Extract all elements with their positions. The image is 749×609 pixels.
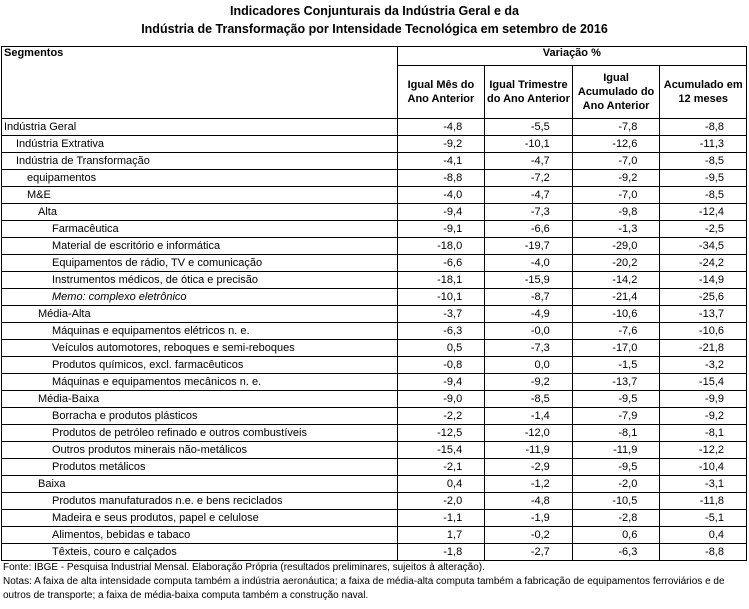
value-cell: -9,5: [572, 391, 660, 408]
value-cell: -4,0: [397, 187, 485, 204]
value-cell: -8,5: [660, 153, 747, 170]
value-cell: -12,5: [397, 425, 485, 442]
table-row: [2, 238, 747, 255]
value-cell: -2,7: [485, 544, 573, 561]
value-cell: -10,6: [660, 323, 747, 340]
value-cell: -13,7: [660, 306, 747, 323]
segment-label: Média-Alta: [2, 306, 398, 323]
table-row: [2, 442, 747, 459]
value-cell: -2,8: [572, 510, 660, 527]
table-row: [2, 527, 747, 544]
value-cell: -25,6: [660, 289, 747, 306]
value-cell: -4,7: [485, 153, 573, 170]
value-cell: -2,2: [397, 408, 485, 425]
value-cell: 0,0: [485, 357, 573, 374]
value-cell: -9,1: [397, 221, 485, 238]
value-cell: -17,0: [572, 340, 660, 357]
value-cell: -4,9: [485, 306, 573, 323]
segment-label: Indústria Geral: [2, 119, 398, 136]
table-row: [2, 408, 747, 425]
table-row: [2, 136, 747, 153]
value-cell: -6,6: [485, 221, 573, 238]
table-row: [2, 459, 747, 476]
segment-label: Alimentos, bebidas e tabaco: [2, 527, 398, 544]
segment-label: Instrumentos médicos, de ótica e precisão: [2, 272, 398, 289]
value-cell: -10,4: [660, 459, 747, 476]
header-row-1: [2, 47, 747, 66]
value-cell: -9,9: [660, 391, 747, 408]
value-cell: -0,8: [397, 357, 485, 374]
value-cell: -7,9: [572, 408, 660, 425]
value-cell: -8,8: [660, 544, 747, 561]
value-cell: -13,7: [572, 374, 660, 391]
value-cell: -3,1: [660, 476, 747, 493]
value-cell: -1,5: [572, 357, 660, 374]
value-cell: -6,6: [397, 255, 485, 272]
value-cell: -3,7: [397, 306, 485, 323]
value-cell: -12,0: [485, 425, 573, 442]
value-cell: -10,5: [572, 493, 660, 510]
value-cell: -4,8: [397, 119, 485, 136]
segment-label: Material de escritório e informática: [2, 238, 398, 255]
value-cell: -9,4: [397, 374, 485, 391]
value-cell: -0,2: [485, 527, 573, 544]
segment-label: Baixa: [2, 476, 398, 493]
value-cell: -0,0: [485, 323, 573, 340]
value-cell: -12,2: [660, 442, 747, 459]
value-cell: -9,5: [660, 170, 747, 187]
table-title-line-2: Indústria de Transformação por Intensidade Tecnológica em setembro de 2016: [141, 22, 608, 36]
segment-label: Outros produtos minerais não-metálicos: [2, 442, 398, 459]
value-cell: 1,7: [397, 527, 485, 544]
segment-label: Madeira e seus produtos, papel e celulose: [2, 510, 398, 527]
table-row: [2, 204, 747, 221]
value-cell: -11,9: [485, 442, 573, 459]
value-cell: 0,5: [397, 340, 485, 357]
table-row: [2, 476, 747, 493]
value-cell: -7,3: [485, 204, 573, 221]
value-cell: -6,3: [572, 544, 660, 561]
value-cell: -12,4: [660, 204, 747, 221]
value-cell: -5,5: [485, 119, 573, 136]
value-cell: -21,8: [660, 340, 747, 357]
value-cell: -9,2: [572, 170, 660, 187]
value-cell: -24,2: [660, 255, 747, 272]
value-cell: -1,2: [485, 476, 573, 493]
column-header-same-accumulated: Igual Acumulado do Ano Anterior: [572, 66, 660, 119]
table-row: [2, 357, 747, 374]
table-body: [2, 119, 747, 561]
value-cell: -2,9: [485, 459, 573, 476]
value-cell: -15,9: [485, 272, 573, 289]
table-notes: [3, 561, 743, 603]
table-row: [2, 374, 747, 391]
value-cell: -9,2: [397, 136, 485, 153]
segment-label: Produtos químicos, excl. farmacêuticos: [2, 357, 398, 374]
value-cell: -21,4: [572, 289, 660, 306]
value-cell: 0,6: [572, 527, 660, 544]
value-cell: -2,1: [397, 459, 485, 476]
segment-label: Farmacêutica: [2, 221, 398, 238]
value-cell: -6,3: [397, 323, 485, 340]
table-row: [2, 289, 747, 306]
table-row: [2, 153, 747, 170]
value-cell: -4,0: [485, 255, 573, 272]
value-cell: -14,9: [660, 272, 747, 289]
value-cell: -5,1: [660, 510, 747, 527]
segment-label: Média-Baixa: [2, 391, 398, 408]
value-cell: -2,0: [572, 476, 660, 493]
value-cell: -2,5: [660, 221, 747, 238]
value-cell: -29,0: [572, 238, 660, 255]
value-cell: -7,3: [485, 340, 573, 357]
table-row: [2, 323, 747, 340]
table-row: [2, 272, 747, 289]
value-cell: -12,6: [572, 136, 660, 153]
indicators-table: [1, 46, 747, 561]
table-row: [2, 170, 747, 187]
value-cell: -1,8: [397, 544, 485, 561]
segment-label: equipamentos: [2, 170, 398, 187]
segment-label: Memo: complexo eletrônico: [2, 289, 398, 306]
table-row: [2, 340, 747, 357]
value-cell: -9,2: [660, 408, 747, 425]
segment-label: Equipamentos de rádio, TV e comunicação: [2, 255, 398, 272]
value-cell: 0,4: [397, 476, 485, 493]
variation-header: Variação %: [397, 47, 746, 66]
value-cell: -7,6: [572, 323, 660, 340]
value-cell: -4,7: [485, 187, 573, 204]
segment-label: M&E: [2, 187, 398, 204]
segment-label: Têxteis, couro e calçados: [2, 544, 398, 561]
value-cell: -4,8: [485, 493, 573, 510]
value-cell: -7,0: [572, 187, 660, 204]
value-cell: -11,8: [660, 493, 747, 510]
segment-label: Indústria Extrativa: [2, 136, 398, 153]
value-cell: -8,8: [397, 170, 485, 187]
table-row: [2, 493, 747, 510]
value-cell: -9,0: [397, 391, 485, 408]
value-cell: -11,3: [660, 136, 747, 153]
value-cell: -19,7: [485, 238, 573, 255]
value-cell: -10,6: [572, 306, 660, 323]
value-cell: -7,2: [485, 170, 573, 187]
column-header-same-quarter: Igual Trimestre do Ano Anterior: [485, 66, 573, 119]
table-row: [2, 221, 747, 238]
table-row: [2, 425, 747, 442]
value-cell: -8,1: [572, 425, 660, 442]
value-cell: -8,5: [485, 391, 573, 408]
table-row: [2, 119, 747, 136]
value-cell: -9,2: [485, 374, 573, 391]
value-cell: -20,2: [572, 255, 660, 272]
column-header-accumulated-12-months: Acumulado em 12 meses: [660, 66, 747, 119]
table-row: [2, 510, 747, 527]
value-cell: -8,5: [660, 187, 747, 204]
segment-label: Produtos de petróleo refinado e outros combustíveis: [2, 425, 398, 442]
value-cell: -1,3: [572, 221, 660, 238]
value-cell: -4,1: [397, 153, 485, 170]
value-cell: -15,4: [660, 374, 747, 391]
value-cell: -1,4: [485, 408, 573, 425]
value-cell: -15,4: [397, 442, 485, 459]
table-row: [2, 306, 747, 323]
table-row: [2, 391, 747, 408]
value-cell: -8,8: [660, 119, 747, 136]
table-row: [2, 544, 747, 561]
value-cell: -9,5: [572, 459, 660, 476]
value-cell: -14,2: [572, 272, 660, 289]
segment-label: Alta: [2, 204, 398, 221]
column-header-same-month: Igual Mês do Ano Anterior: [397, 66, 485, 119]
value-cell: -10,1: [485, 136, 573, 153]
value-cell: -10,1: [397, 289, 485, 306]
value-cell: -11,9: [572, 442, 660, 459]
segment-label: Borracha e produtos plásticos: [2, 408, 398, 425]
value-cell: -7,8: [572, 119, 660, 136]
value-cell: -18,1: [397, 272, 485, 289]
value-cell: -9,4: [397, 204, 485, 221]
segment-label: Veículos automotores, reboques e semi-reboques: [2, 340, 398, 357]
value-cell: -3,2: [660, 357, 747, 374]
value-cell: -34,5: [660, 238, 747, 255]
value-cell: -9,8: [572, 204, 660, 221]
segments-header: Segmentos: [2, 47, 398, 119]
value-cell: -7,0: [572, 153, 660, 170]
source-note: Fonte: IBGE - Pesquisa Industrial Mensal. Elaboração Própria (resultados preliminares, sujeitos à alteração).: [3, 562, 485, 573]
table-row: [2, 255, 747, 272]
segment-label: Indústria de Transformação: [2, 153, 398, 170]
value-cell: -8,7: [485, 289, 573, 306]
value-cell: -18,0: [397, 238, 485, 255]
segment-label: Produtos metálicos: [2, 459, 398, 476]
value-cell: -2,0: [397, 493, 485, 510]
value-cell: -8,1: [660, 425, 747, 442]
segment-label: Máquinas e equipamentos mecânicos n. e.: [2, 374, 398, 391]
segment-label: Produtos manufaturados n.e. e bens reciclados: [2, 493, 398, 510]
value-cell: -1,1: [397, 510, 485, 527]
value-cell: 0,4: [660, 527, 747, 544]
segment-label: Máquinas e equipamentos elétricos n. e.: [2, 323, 398, 340]
value-cell: -1,9: [485, 510, 573, 527]
table-title-line-1: Indicadores Conjunturais da Indústria Geral e da: [230, 4, 519, 18]
table-row: [2, 187, 747, 204]
methodology-note: Notas: A faixa de alta intensidade computa também a indústria aeronáutica; a faixa de média-alta computa também a fabricação de equipamentos ferroviários e de outros de transporte; a faixa de média-baixa computa também a construção naval.: [3, 576, 725, 601]
